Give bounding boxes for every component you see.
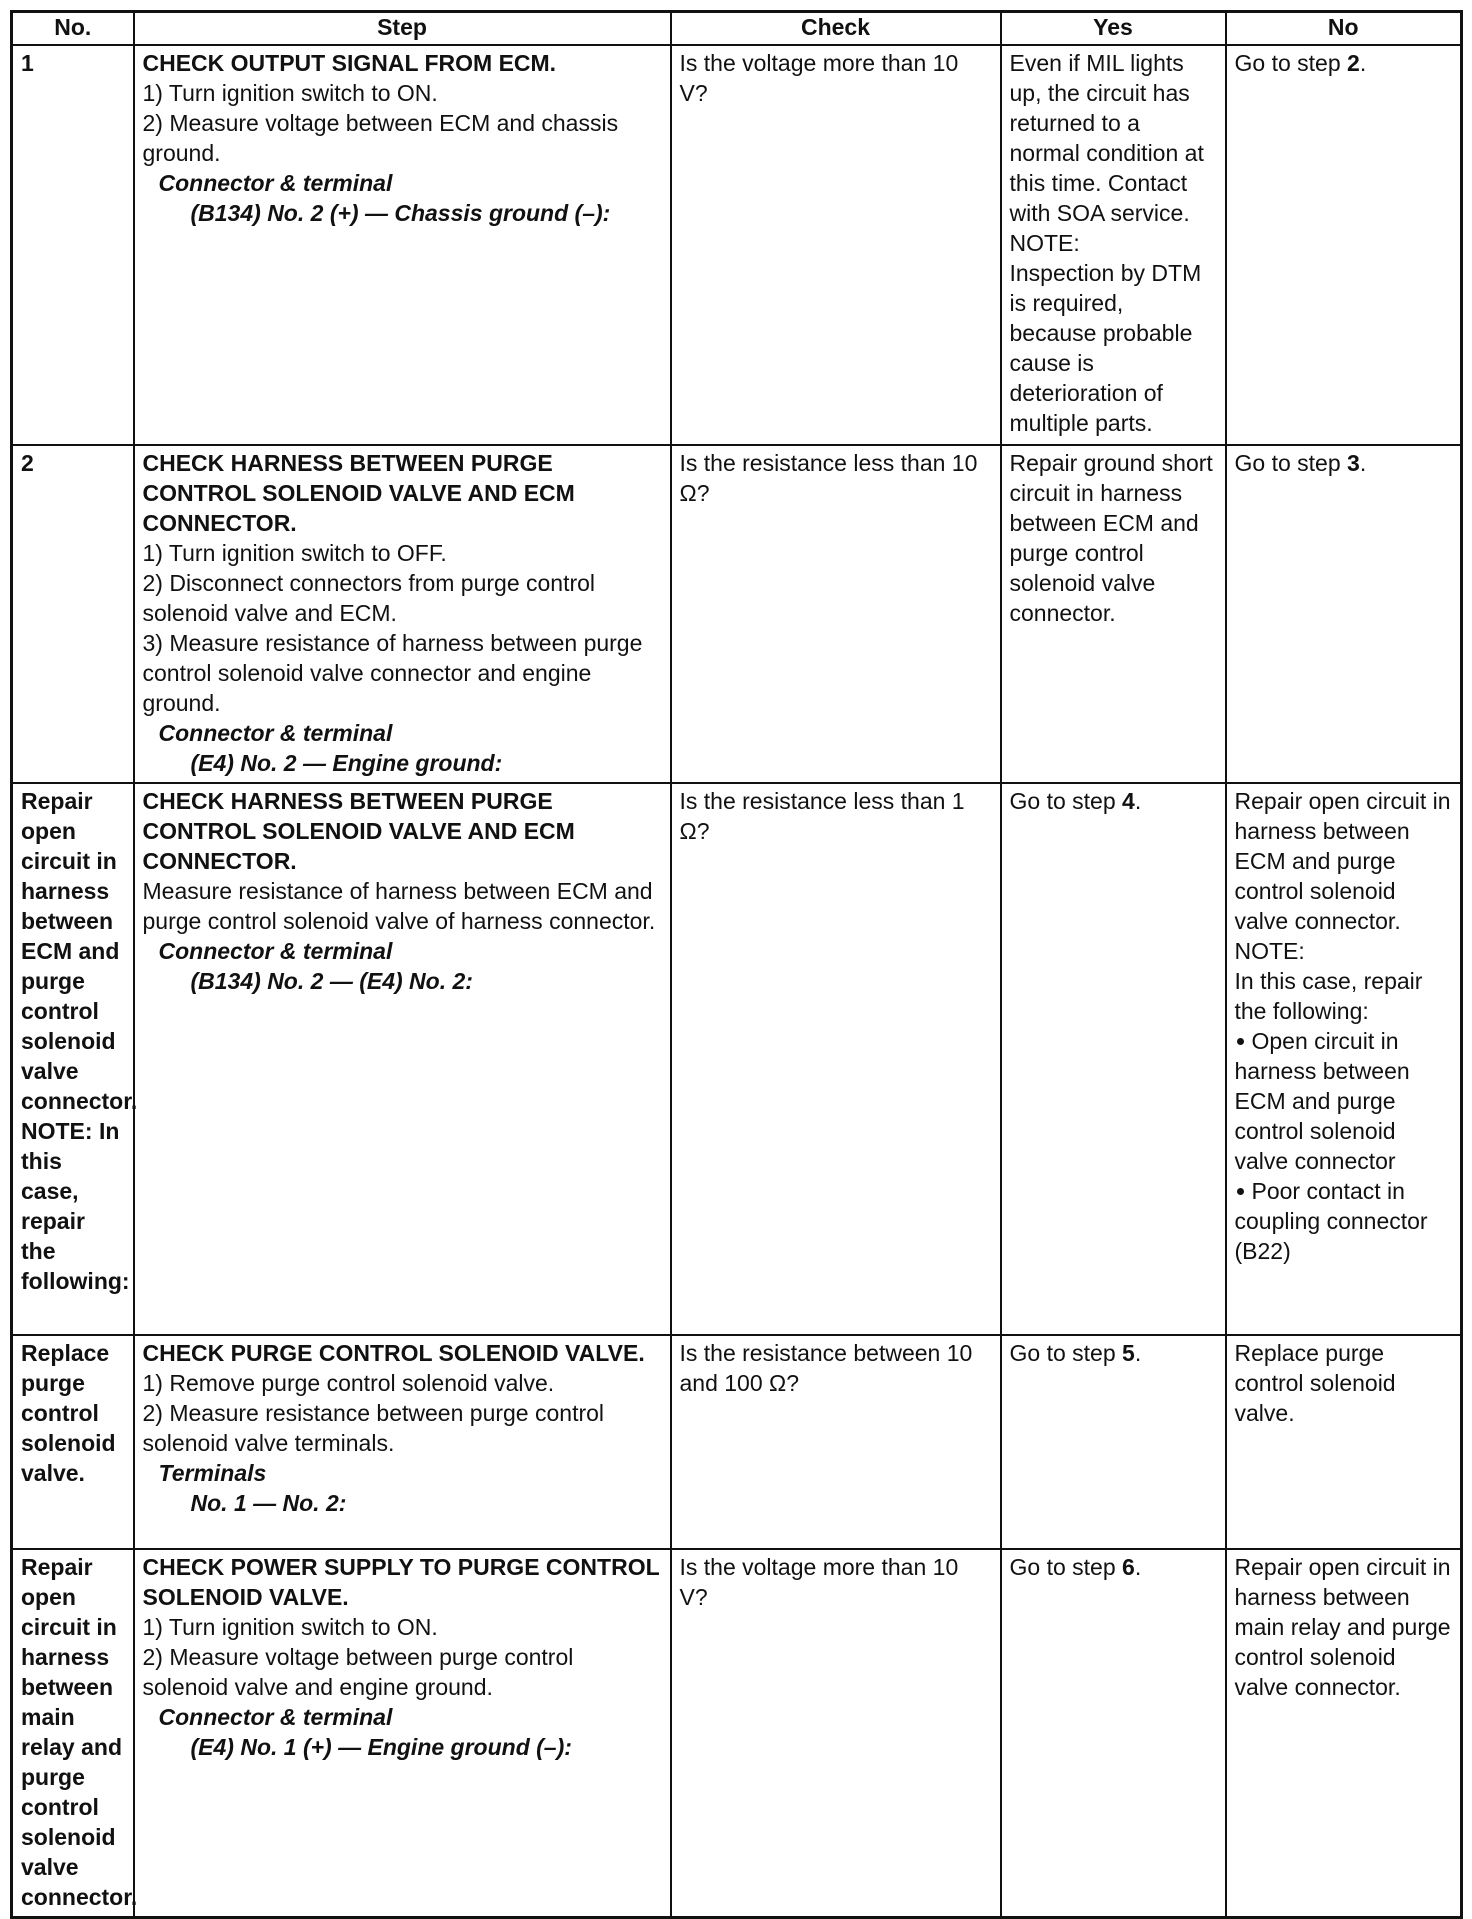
bullet-text: Open circuit in harness between ECM and purge control solenoid valve connector <box>1234 1028 1410 1174</box>
table-row <box>12 445 1462 783</box>
step-title: CHECK OUTPUT SIGNAL FROM ECM. <box>142 50 557 76</box>
step-title: CHECK PURGE CONTROL SOLENOID VALVE. <box>142 1340 645 1366</box>
bullet-item <box>1235 1176 1453 1266</box>
no-result-step: 2 <box>1347 50 1360 76</box>
table-header-row <box>12 12 1462 46</box>
yes-result-suffix: . <box>1134 1554 1142 1580</box>
no-result-prefix: Go to step <box>1234 50 1348 76</box>
yes-result-step: 5 <box>1122 1340 1135 1366</box>
connector-value: (E4) No. 1 (+) — Engine ground (–): <box>190 1734 572 1760</box>
no-result-step: 3 <box>1347 450 1360 476</box>
step-instruction: 2) Measure voltage between purge control solenoid valve and engine ground. <box>142 1644 574 1700</box>
check-cell: Is the resistance between 10 and 100 Ω? <box>671 1335 1001 1549</box>
yes-result-suffix: . <box>1134 1340 1142 1366</box>
bullet-icon <box>1237 1188 1244 1195</box>
table-row <box>12 45 1462 445</box>
yes-cell <box>1001 783 1226 1335</box>
step-number: 2 <box>12 445 134 783</box>
step-number: Replace purge control solenoid valve. <box>12 1335 134 1549</box>
header-no-result: No <box>1226 12 1462 46</box>
connector-value: (B134) No. 2 (+) — Chassis ground (–): <box>190 200 611 226</box>
header-step: Step <box>134 12 671 46</box>
check-cell: Is the resistance less than 10 Ω? <box>671 445 1001 783</box>
connector-value: No. 1 — No. 2: <box>190 1490 347 1516</box>
connector-label: Terminals <box>158 1460 267 1486</box>
yes-result-step: 6 <box>1122 1554 1135 1580</box>
yes-result-prefix: Go to step <box>1009 1554 1123 1580</box>
yes-result-step: 4 <box>1122 788 1135 814</box>
table-row <box>12 1549 1462 1918</box>
step-instruction: 1) Remove purge control solenoid valve. <box>142 1370 555 1396</box>
bullet-text: Poor contact in coupling connector (B22) <box>1234 1178 1428 1264</box>
diagnostic-table <box>10 10 1463 1919</box>
step-number: Repair open circuit in harness between main relay and purge control solenoid valve connector. <box>12 1549 134 1918</box>
step-instruction: 1) Turn ignition switch to ON. <box>142 1614 438 1640</box>
no-result-prefix: Go to step <box>1234 450 1348 476</box>
step-title: CHECK POWER SUPPLY TO PURGE CONTROL SOLENOID VALVE. <box>142 1554 660 1610</box>
step-instruction: 2) Measure voltage between ECM and chassis ground. <box>142 110 619 166</box>
step-cell <box>134 45 671 445</box>
table-row <box>12 783 1462 1335</box>
step-instruction: 1) Turn ignition switch to OFF. <box>142 540 447 566</box>
yes-result-prefix: Go to step <box>1009 1340 1123 1366</box>
no-cell: Repair open circuit in harness between main relay and purge control solenoid valve connector. <box>1226 1549 1462 1918</box>
no-result-suffix: . <box>1359 450 1367 476</box>
no-result-text: Repair open circuit in harness between ECM and purge control solenoid valve connector. NOTE: In this case, repair the following: <box>1234 788 1451 1024</box>
diagnostic-procedure-page <box>10 10 1460 1919</box>
header-check: Check <box>671 12 1001 46</box>
bullet-icon <box>1237 1038 1244 1045</box>
bullet-item <box>1235 1026 1453 1176</box>
yes-cell: Even if MIL lights up, the circuit has returned to a normal condition at this time. Contact with SOA service. NOTE: Inspection by DTM is required, because probable cause is deterioration of multiple parts. <box>1001 45 1226 445</box>
step-instruction: 2) Measure resistance between purge control solenoid valve terminals. <box>142 1400 605 1456</box>
step-instruction: 1) Turn ignition switch to ON. <box>142 80 438 106</box>
connector-label: Connector & terminal <box>158 938 393 964</box>
connector-label: Connector & terminal <box>158 170 393 196</box>
no-cell <box>1226 783 1462 1335</box>
connector-label: Connector & terminal <box>158 720 393 746</box>
step-instruction: Measure resistance of harness between ECM and purge control solenoid valve of harness connector. <box>142 878 656 934</box>
step-instruction: 3) Measure resistance of harness between purge control solenoid valve connector and engine ground. <box>142 630 643 716</box>
yes-cell <box>1001 1549 1226 1918</box>
step-number: 1 <box>12 45 134 445</box>
check-cell: Is the resistance less than 1 Ω? <box>671 783 1001 1335</box>
check-cell: Is the voltage more than 10 V? <box>671 45 1001 445</box>
header-yes: Yes <box>1001 12 1226 46</box>
yes-cell <box>1001 1335 1226 1549</box>
step-instruction: 2) Disconnect connectors from purge control solenoid valve and ECM. <box>142 570 596 626</box>
step-number: Repair open circuit in harness between ECM and purge control solenoid valve connector. NOTE: In this case, repair the following: <box>12 783 134 1335</box>
no-result-suffix: . <box>1359 50 1367 76</box>
step-title: CHECK HARNESS BETWEEN PURGE CONTROL SOLENOID VALVE AND ECM CONNECTOR. <box>142 450 575 536</box>
no-cell <box>1226 45 1462 445</box>
yes-result-prefix: Go to step <box>1009 788 1123 814</box>
step-cell <box>134 1549 671 1918</box>
step-cell <box>134 783 671 1335</box>
yes-result-suffix: . <box>1134 788 1142 814</box>
connector-value: (E4) No. 2 — Engine ground: <box>190 750 503 776</box>
no-cell <box>1226 445 1462 783</box>
step-cell <box>134 445 671 783</box>
connector-value: (B134) No. 2 — (E4) No. 2: <box>190 968 473 994</box>
no-cell: Replace purge control solenoid valve. <box>1226 1335 1462 1549</box>
step-cell <box>134 1335 671 1549</box>
table-row <box>12 1335 1462 1549</box>
check-cell: Is the voltage more than 10 V? <box>671 1549 1001 1918</box>
step-title: CHECK HARNESS BETWEEN PURGE CONTROL SOLENOID VALVE AND ECM CONNECTOR. <box>142 788 575 874</box>
connector-label: Connector & terminal <box>158 1704 393 1730</box>
yes-cell: Repair ground short circuit in harness between ECM and purge control solenoid valve connector. <box>1001 445 1226 783</box>
header-no: No. <box>12 12 134 46</box>
